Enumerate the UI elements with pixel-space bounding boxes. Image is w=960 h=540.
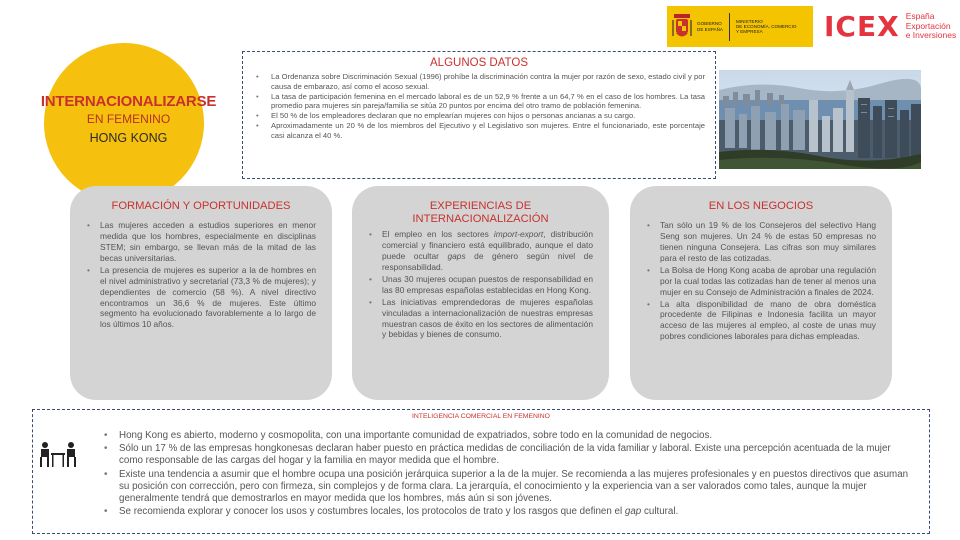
intelligence-list (103, 430, 917, 518)
page-title: INTERNACIONALIZARSE (40, 93, 217, 110)
panel-list (86, 220, 316, 330)
logo-divider (729, 13, 730, 41)
internationalization-experiences-panel (352, 186, 609, 400)
list-item: • Las mujeres acceden a estudios superiores en menor medida que los hombres, especialmente en disciplinas STEM; sin embargo, se llevan más de la mitad de las becas universitarias. (86, 220, 316, 264)
list-item: • Tan sólo un 19 % de los Consejeros del selectivo Hang Seng son mujeres. Un 24 % de estas 50 empresas no tienen ninguna Consejera. Las cifras son muy similares para el resto de las cotizadas. (646, 220, 876, 264)
government-logo (667, 6, 813, 47)
italic-term: import-export (493, 229, 544, 240)
panel-list (368, 229, 593, 340)
country-label: HONG KONG (89, 131, 168, 145)
page-subtitle: EN FEMENINO (86, 112, 171, 126)
hong-kong-skyline-photo (719, 70, 921, 169)
ministry-label: MINISTERIO DE ECONOMÍA, COMERCIO Y EMPRESA (735, 18, 797, 35)
list-item (368, 229, 593, 273)
list-item: • La Ordenanza sobre Discriminación Sexual (1996) prohíbe la discriminación contra la mujer por razón de sexo, estado civil y por causa de embarazo, así como el acoso sexual. (253, 72, 705, 91)
text-segment: de género según nivel de responsabilidad. (382, 251, 593, 272)
training-opportunities-panel (70, 186, 332, 400)
italic-term: gap (624, 506, 642, 518)
list-item: • Hong Kong es abierto, moderno y cosmopolita, con una importante comunidad de expatriados, sobre todo en la comunidad de negocios. (103, 430, 917, 442)
list-item: • Aproximadamente un 20 % de los miembros del Ejecutivo y el Legislativo son mujeres. Entre el funcionariado, este porcentaje casi alcanza el 40 %. (253, 121, 705, 140)
text-segment: cultural. (641, 506, 679, 518)
business-intelligence-box (32, 409, 930, 534)
intelligence-title: INTELIGENCIA COMERCIAL EN FEMENINO (412, 413, 550, 420)
italic-term: gaps (447, 251, 466, 262)
panel-title: EN LOS NEGOCIOS (708, 200, 814, 212)
list-item: • La alta disponibilidad de mano de obra doméstica procedente de Filipinas e Indonesia facilita un mayor acceso de las mujeres al empleo, al coste de unas muy pobres condiciones laborales para dichas empleadas. (646, 299, 876, 343)
panel-title: EXPERIENCIAS DE INTERNACIONALIZACIÓN (412, 200, 549, 226)
list-item: • La Bolsa de Hong Kong acaba de aprobar una regulación por la cual todas las cotizadas han de tener al menos una mujer en su Consejo de Administración a finales de 2024. (646, 265, 876, 298)
key-facts-box (242, 51, 716, 179)
key-facts-list (253, 72, 705, 140)
list-item: • Sólo un 17 % de las empresas hongkonesas declaran haber puesto en práctica medidas de conciliación de la vida familiar y laboral. Existe una percepción acentuada de la mujer como responsable de las cargas del hogar y la familia en mayor medida que el hombre. (103, 443, 917, 467)
list-item: • Unas 30 mujeres ocupan puestos de responsabilidad en las 80 empresas españolas establecidas en Hong Kong. (368, 274, 593, 296)
list-item (103, 506, 917, 518)
list-item: • La presencia de mujeres es superior a la de hombres en el nivel administrativo y secretarial (73,3 % de mujeres); y dependientes de comercio (58 %). A nivel directivo encontramos un 36,6 % de mujeres. Este último segmento ha evolucionado favorablemente a lo largo de los últimos 10 años. (86, 265, 316, 331)
key-facts-title: ALGUNOS DATOS (430, 57, 528, 69)
list-item: • La tasa de participación femenina en el mercado laboral es de un 52,9 % frente a un 64,7 % en el caso de los hombres. La tasa promedio para mujeres sin pareja/familia se sitúa 20 puntos por encima del otro tramo de población femenina. (253, 92, 705, 111)
coat-of-arms-icon (671, 12, 693, 42)
text-segment: Se recomienda explorar y conocer los usos y costumbres locales, los protocolos de trato y los rasgos que definen el (119, 506, 625, 518)
text-segment: , distribución comercial y financiero está equilibrado, aunque el dato puede ocultar (382, 229, 593, 262)
business-panel (630, 186, 892, 400)
government-label: GOBIERNO DE ESPAÑA (697, 21, 723, 32)
icex-tagline: España Exportación e Inversiones (905, 10, 957, 41)
icex-logo (824, 10, 956, 43)
text-segment: El empleo en los sectores (382, 229, 494, 240)
panel-list (646, 220, 876, 342)
list-item: • Existe una tendencia a asumir que el hombre ocupa una posición jerárquica superior a la de la mujer. Se recomienda a las mujeres profesionales y en puestos directivos que asuman su posición con corrección, pero con firmeza, sin complejos y de forma clara. La jerarquía, el conocimiento y la experiencia van a ser valorados como tales, aunque la mujer generalmente tendrá que demostrarlos en mayor medida que los hombres, más aún si son jóvenes. (103, 469, 917, 505)
icex-wordmark: ICEX (824, 10, 900, 43)
list-item: • El 50 % de los empleadores declaran que no emplearían mujeres con hijos o personas ancianas a su cargo. (253, 111, 705, 121)
list-item: • Las iniciativas emprendedoras de mujeres españolas vinculadas a internacionalización de nuestras empresas muestran casos de éxito en los sectores de alimentación y bebidas y bienes de consumo. (368, 297, 593, 341)
meeting-icon (38, 440, 78, 468)
panel-title: FORMACIÓN Y OPORTUNIDADES (111, 200, 291, 212)
